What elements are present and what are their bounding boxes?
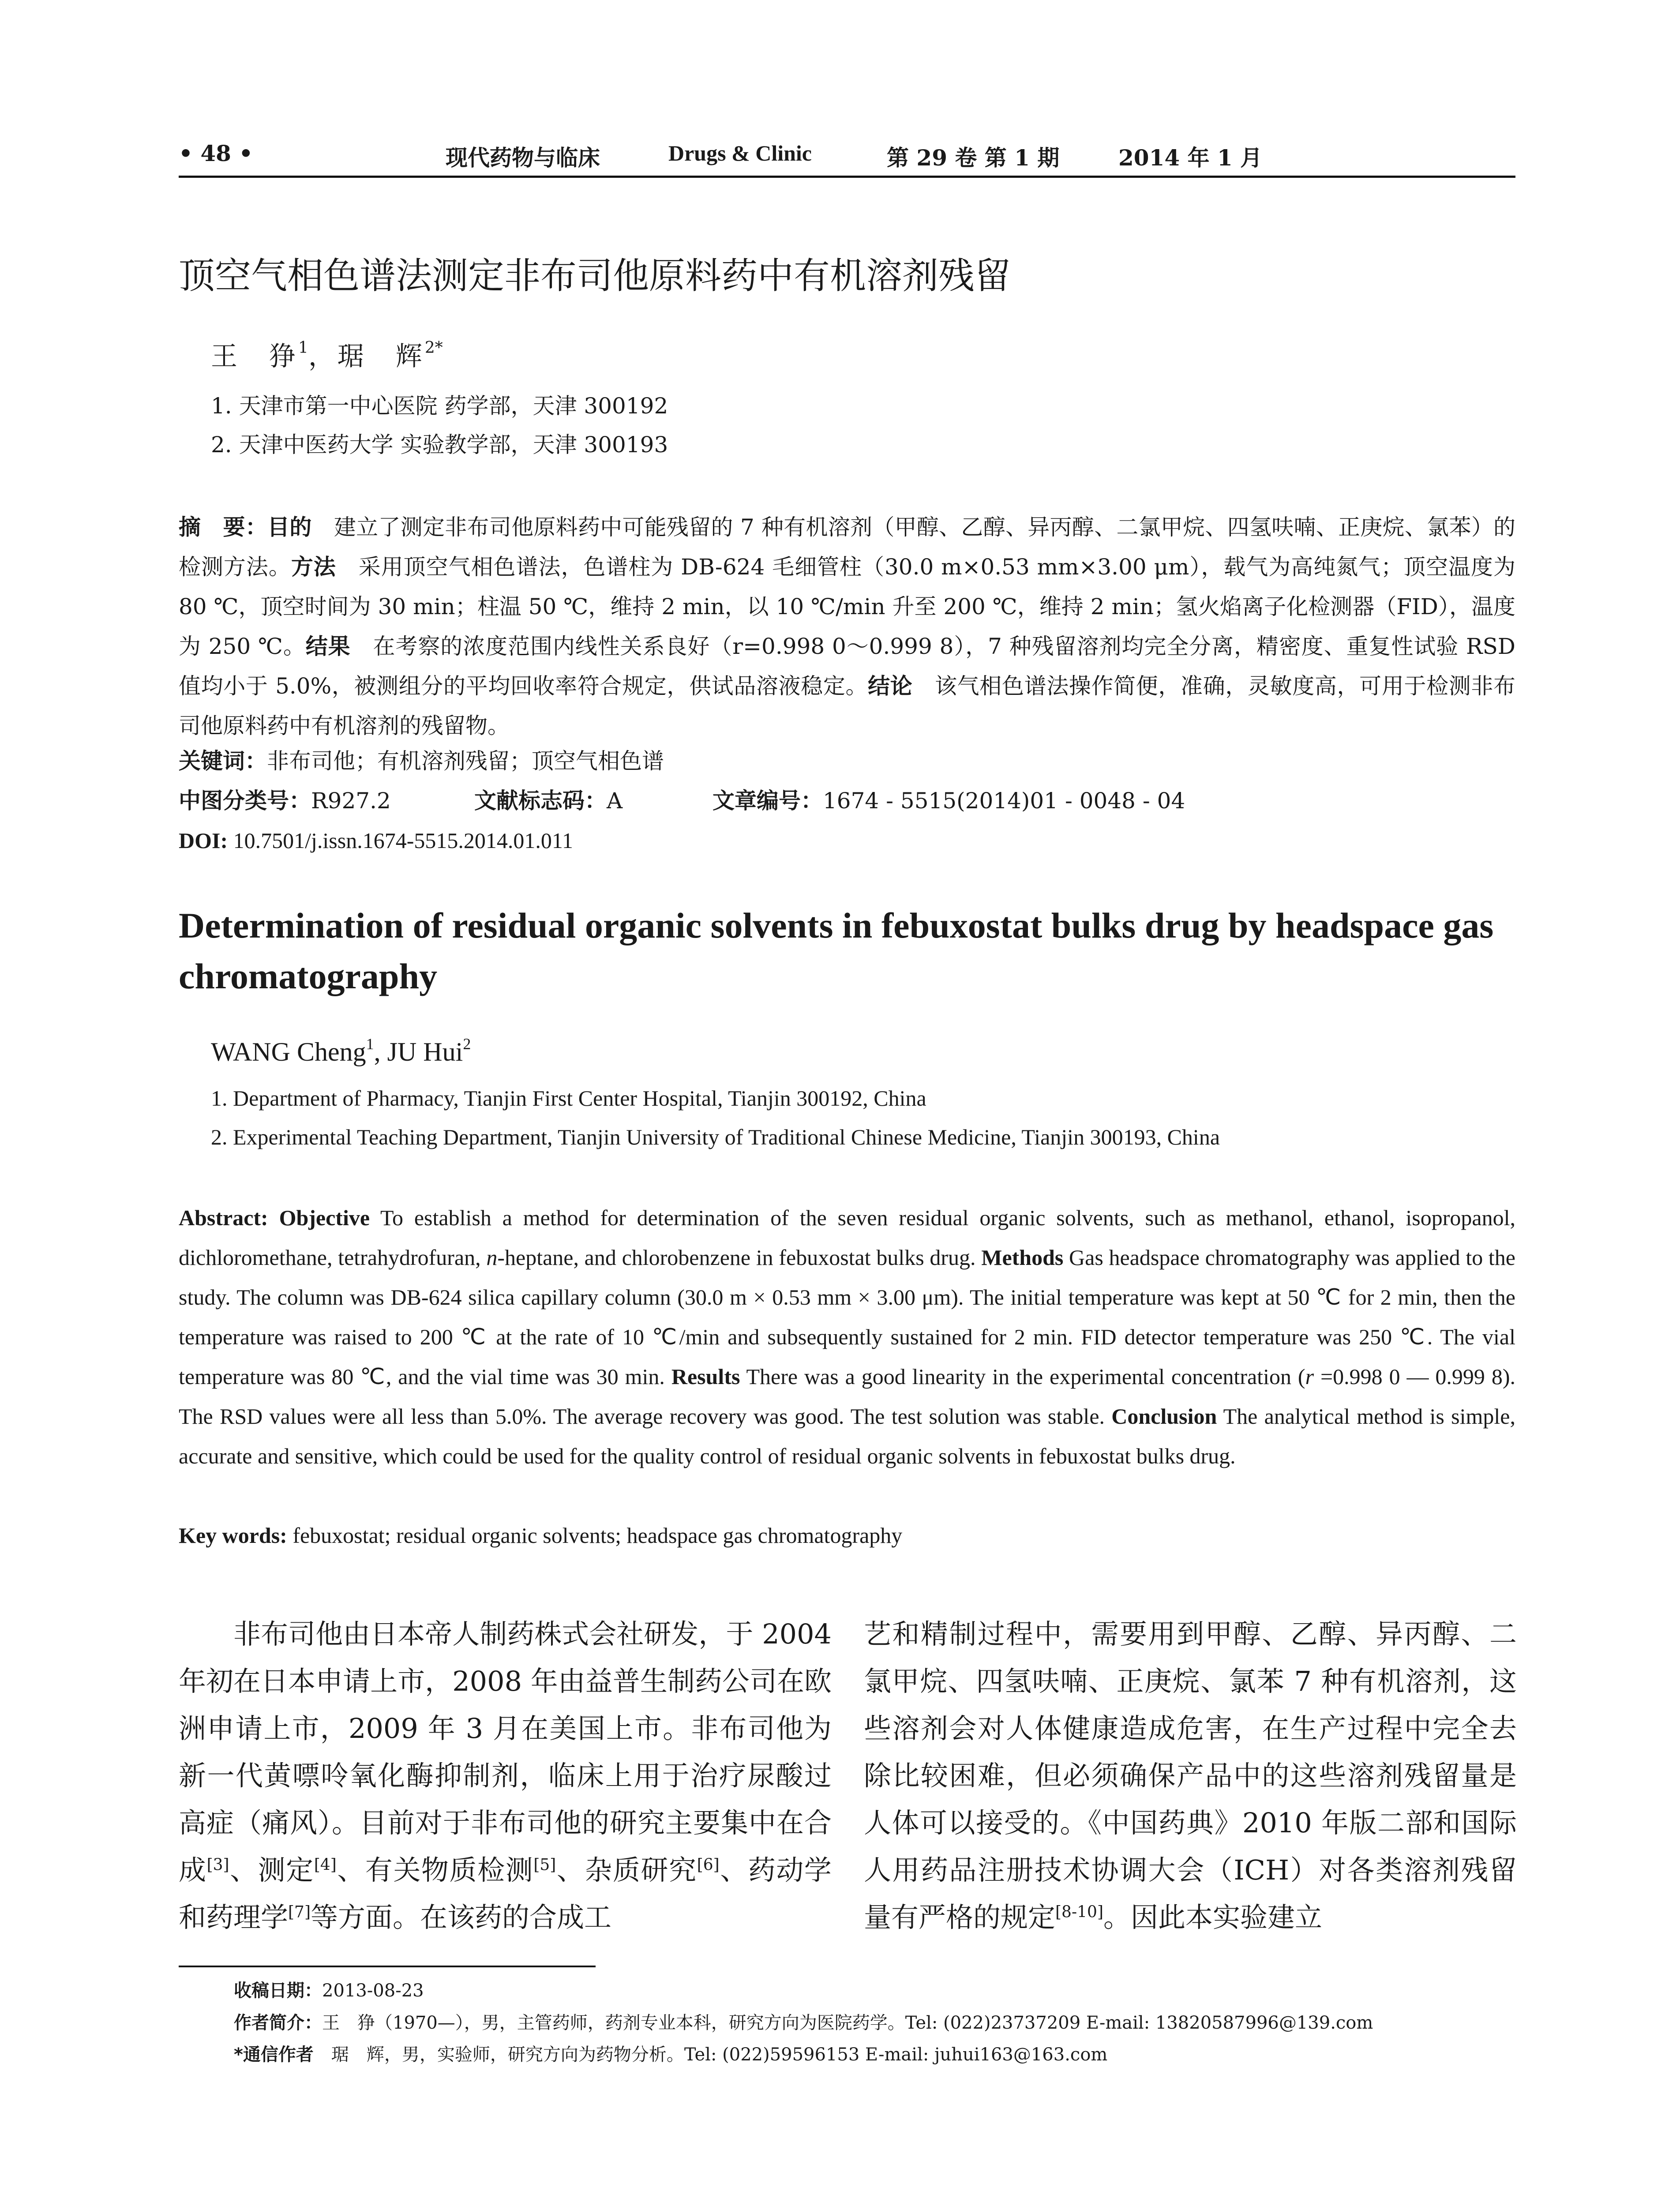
- affiliation-cn-1: 1. 天津市第一中心医院 药学部，天津 300192: [211, 393, 668, 419]
- affiliation-cn-2: 2. 天津中医药大学 实验教学部，天津 300193: [211, 432, 668, 458]
- page-number: • 48 •: [179, 140, 253, 166]
- results-text-en-a: There was a good linearity in the experimental concentration (: [740, 1364, 1305, 1389]
- running-header: [179, 140, 1502, 176]
- author-1-name-en: WANG Cheng: [211, 1037, 366, 1066]
- footnote-rule: [179, 1966, 596, 1967]
- title-en: Determination of residual organic solvents in febuxostat bulks drug by headspace gas chromatography: [179, 905, 1494, 996]
- body-text: 非布司他由日本帝人制药株式会社研发，于 2004 年初在日本申请上市，2008 年由益普生制药公司在欧洲申请上市，2009 年 3 月在美国上市。非布司他为新一代黄嘌呤氧化酶抑制剂，临床上用于治疗尿酸过高症（痛风）。目前对于非布司他的研究主要集中在合成: [179, 1618, 832, 1886]
- author-bio-label: 作者简介：: [234, 2013, 322, 2033]
- authors-en: [211, 1035, 471, 1067]
- objective-text-cn: 建立了测定非布司他原料药中可能残留的 7 种有机溶剂（甲醇、乙醇、异丙醇、二氯甲烷、四氢呋喃、正庚烷、氯苯）的检测方法。: [179, 514, 1515, 580]
- body-column-left: [179, 1610, 832, 1941]
- doc-value: A: [607, 788, 623, 814]
- document-code: [474, 781, 712, 821]
- objective-label-en: Objective: [279, 1205, 370, 1230]
- article-value: 1674 - 5515(2014)01 - 0048 - 04: [823, 788, 1185, 814]
- citation-ref[interactable]: [6]: [697, 1856, 720, 1874]
- affiliation-en-1: 1. Department of Pharmacy, Tianjin First Center Hospital, Tianjin 300192, China: [211, 1086, 926, 1111]
- classification-line: [179, 781, 1515, 821]
- author-separator: ，: [308, 341, 338, 372]
- methods-label-cn: 方法: [291, 554, 336, 580]
- clc-number: [179, 781, 474, 821]
- clc-label: 中图分类号：: [179, 788, 311, 814]
- clc-value: R927.2: [311, 788, 391, 814]
- author-1-sup: 1: [298, 339, 308, 357]
- objective-label-cn: 目的: [267, 514, 312, 540]
- received-date: 2013-08-23: [322, 1981, 424, 2001]
- methods-text-cn: 采用顶空气相色谱法，色谱柱为 DB-624 毛细管柱（30.0 m×0.53 mm×3.00 μm），载气为高纯氮气；顶空温度为 80 ℃，顶空时间为 30 min；柱温 50 ℃，维持 2 min，以 10 ℃/min 升至 200 ℃，维持 2 min；氢火焰离子化检测器（FID），温度为 250 ℃。: [179, 554, 1515, 659]
- author-2-sup-en: 2: [463, 1035, 471, 1053]
- body-text: 、测定: [229, 1854, 314, 1886]
- body-text: 艺和精制过程中，需要用到甲醇、乙醇、异丙醇、二氯甲烷、四氢呋喃、正庚烷、氯苯 7 种有机溶剂，这些溶剂会对人体健康造成危害，在生产过程中完全去除比较困难，但必须确保产品中的这些溶剂残留量是人体可以接受的。《中国药典》2010 年版二部和国际人用药品注册技术协调大会（ICH）对各类溶剂残留量有严格的规定: [864, 1618, 1517, 1933]
- results-label-cn: 结果: [305, 634, 351, 659]
- body-paragraph-left: [179, 1610, 832, 1941]
- objective-text-en-italic: n: [486, 1245, 498, 1270]
- keywords-en-text: febuxostat; residual organic solvents; headspace gas chromatography: [292, 1523, 903, 1548]
- citation-ref[interactable]: [5]: [533, 1856, 556, 1874]
- author-bio-text: 王 狰（1970—），男，主管药师，药剂专业本科，研究方向为医院药学。Tel: (022)23737209 E-mail: 13820587996@139.com: [322, 2013, 1373, 2033]
- results-text-cn: 在考察的浓度范围内线性关系良好（r=0.998 0～0.999 8），7 种残留溶剂均完全分离，精密度、重复性试验 RSD 值均小于 5.0%，被测组分的平均回收率符合规定，供试品溶液稳定。: [179, 634, 1516, 699]
- abstract-cn: [179, 507, 1515, 746]
- corresponding-label: *通信作者: [234, 2045, 314, 2065]
- conclusion-label-en: Conclusion: [1111, 1404, 1217, 1429]
- issue-date: 2014 年 1 月: [1118, 145, 1263, 171]
- body-text: 。因此本实验建立: [1103, 1901, 1322, 1933]
- journal-name-en: Drugs & Clinic: [668, 141, 812, 165]
- journal-name-cn: 现代药物与临床: [446, 145, 600, 171]
- citation-ref[interactable]: [4]: [314, 1856, 337, 1874]
- objective-text-en-b: -heptane, and chlorobenzene in febuxostat bulks drug.: [497, 1245, 982, 1270]
- volume-issue: 第 29 卷 第 1 期: [887, 145, 1060, 171]
- author-2-name-en: JU Hui: [387, 1037, 463, 1066]
- keywords-cn-text: 非布司他；有机溶剂残留；顶空气相色谱: [267, 748, 664, 774]
- citation-ref[interactable]: [7]: [288, 1903, 311, 1921]
- author-separator-en: ,: [374, 1037, 387, 1066]
- body-text: 、药动学和药理学: [179, 1854, 832, 1933]
- results-text-en-b: =0.998 0 — 0.999 8). The RSD values were all less than 5.0%. The average recovery was good. The test solution was stable.: [179, 1364, 1515, 1429]
- footnote-received: [234, 1977, 424, 2002]
- doi-value: 10.7501/j.issn.1674-5515.2014.01.011: [228, 828, 573, 853]
- authors-cn: [211, 335, 443, 373]
- keywords-cn: [179, 741, 1515, 781]
- conclusion-text-en: The analytical method is simple, accurate and sensitive, which could be used for the quality control of residual organic solvents in febuxostat bulks drug.: [179, 1404, 1515, 1468]
- corresponding-text: 琚 辉，男，实验师，研究方向为药物分析。Tel: (022)59596153 E-mail: juhui163@163.com: [313, 2045, 1108, 2065]
- abstract-en: [179, 1198, 1515, 1476]
- received-label: 收稿日期：: [234, 1981, 322, 2001]
- keywords-en-label: Key words:: [179, 1523, 293, 1548]
- body-text: 、有关物质检测: [336, 1854, 534, 1886]
- keywords-cn-label: 关键词：: [179, 748, 267, 774]
- body-text: 、杂质研究: [556, 1854, 697, 1886]
- objective-text-en-a: To establish a method for determination of the seven residual organic solvents, such as methanol, ethanol, isopropanol, dichloromethane, tetrahydrofuran,: [179, 1205, 1515, 1270]
- author-1-name: 王 狰: [211, 341, 298, 372]
- conclusion-text-cn: 该气相色谱法操作简便，准确，灵敏度高，可用于检测非布司他原料药中有机溶剂的残留物。: [179, 673, 1516, 739]
- footnote-author-bio: [234, 2009, 1373, 2034]
- author-2-name: 琚 辉: [337, 341, 425, 372]
- article-number: [712, 781, 1185, 821]
- citation-ref[interactable]: [8-10]: [1055, 1903, 1103, 1921]
- methods-text-en: Gas headspace chromatography was applied to the study. The column was DB-624 silica capillary column (30.0 m × 0.53 mm × 3.00 μm). The initial temperature was kept at 50 ℃ for 2 min, then the temperature was raised to 200 ℃ at the rate of 10 ℃/min and subsequently sustained for 2 min. FID detector temperature was 250 ℃. The vial temperature was 80 ℃, and the vial time was 30 min.: [179, 1245, 1516, 1389]
- conclusion-label-cn: 结论: [868, 673, 913, 699]
- header-rule: [179, 176, 1515, 178]
- body-text: 等方面。在该药的合成工: [311, 1901, 612, 1933]
- doc-label: 文献标志码：: [474, 788, 607, 814]
- results-label-en: Results: [671, 1364, 740, 1389]
- keywords-en: [179, 1516, 1515, 1555]
- abstract-en-label: Abstract:: [179, 1205, 279, 1230]
- title-cn: 顶空气相色谱法测定非布司他原料药中有机溶剂残留: [179, 255, 1011, 297]
- author-2-sup: 2*: [424, 339, 443, 357]
- article-label: 文章编号：: [712, 788, 823, 814]
- author-1-sup-en: 1: [366, 1035, 374, 1053]
- affiliation-en-2: 2. Experimental Teaching Department, Tianjin University of Traditional Chinese Medicine, Tianjin 300193, China: [211, 1125, 1220, 1149]
- footnote-corresponding: [234, 2041, 1107, 2066]
- citation-ref[interactable]: [3]: [206, 1856, 229, 1874]
- body-column-right: [864, 1610, 1517, 1941]
- doi-line: [179, 821, 573, 860]
- doi-label: DOI:: [179, 828, 228, 853]
- methods-label-en: Methods: [981, 1245, 1064, 1270]
- results-text-en-italic: r: [1305, 1364, 1314, 1389]
- body-paragraph-right: [864, 1610, 1517, 1941]
- abstract-cn-label: 摘 要：: [179, 514, 268, 540]
